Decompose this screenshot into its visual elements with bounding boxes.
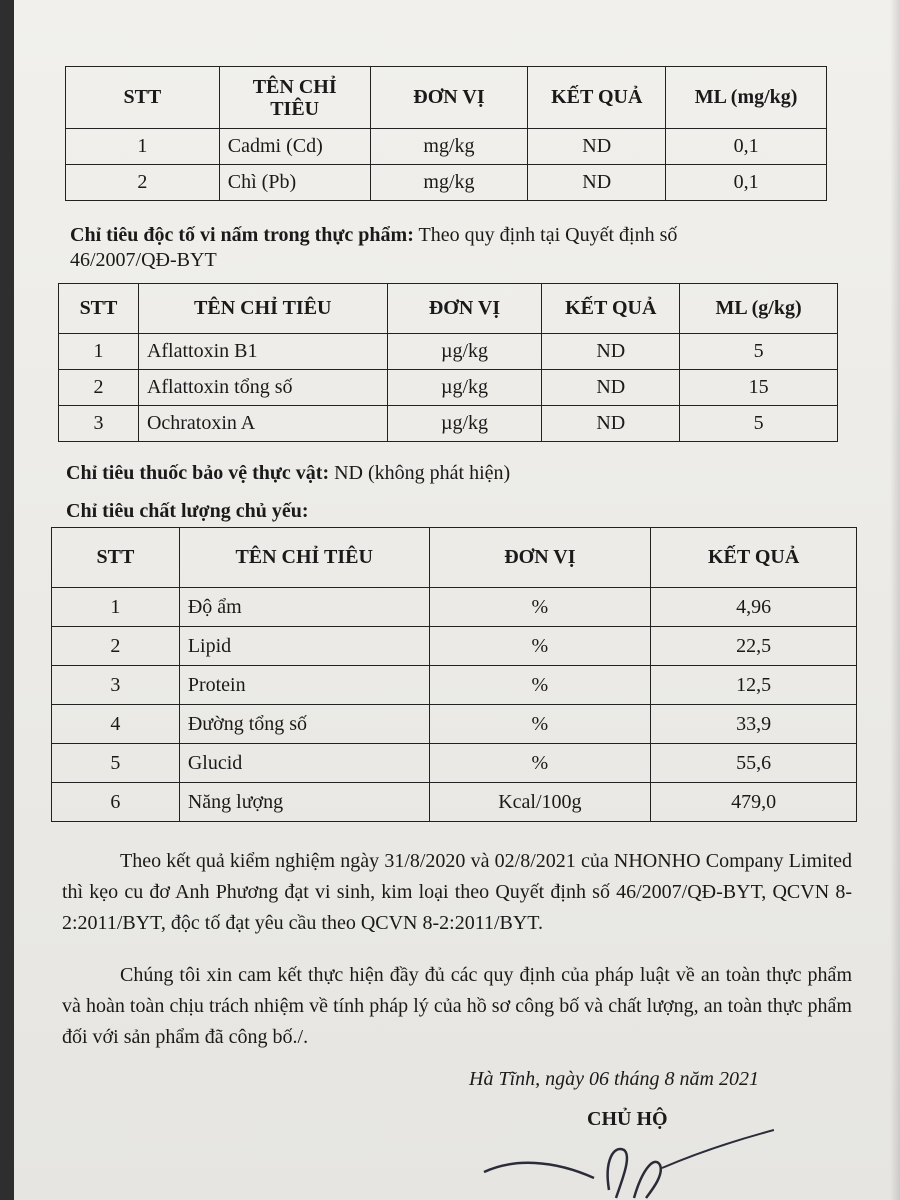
- table-row: 2 Aflattoxin tổng số µg/kg ND 15: [59, 370, 838, 406]
- mycotoxin-reference: 46/2007/QĐ-BYT: [70, 249, 217, 271]
- mycotoxin-table: [58, 283, 838, 442]
- header-result: KẾT QUẢ: [651, 528, 857, 588]
- table-row: 1 Aflattoxin B1 µg/kg ND 5: [59, 334, 838, 370]
- page-edge-shadow: [890, 0, 900, 1200]
- heavy-metals-table: [65, 66, 827, 201]
- table-row: 6 Năng lượng Kcal/100g 479,0: [52, 783, 857, 822]
- quality-table: [51, 527, 857, 822]
- table-row: 1 Cadmi (Cd) mg/kg ND 0,1: [66, 129, 827, 165]
- header-name: TÊN CHỈ TIÊU: [179, 528, 429, 588]
- header-name: TÊN CHỈ TIÊU: [138, 284, 387, 334]
- table-row: 3 Protein % 12,5: [52, 666, 857, 705]
- place-date: Hà Tĩnh, ngày 06 tháng 8 năm 2021: [469, 1068, 759, 1090]
- header-name: TÊN CHỈ TIÊU: [219, 67, 370, 129]
- mycotoxin-text: Theo quy định tại Quyết định số: [418, 224, 678, 246]
- pesticide-heading: [66, 462, 510, 485]
- header-stt: STT: [66, 67, 220, 129]
- signature-image: [474, 1120, 774, 1200]
- header-unit: ĐƠN VỊ: [429, 528, 651, 588]
- header-ml: ML (mg/kg): [666, 67, 827, 129]
- header-stt: STT: [59, 284, 139, 334]
- conclusion-text: [62, 846, 852, 939]
- mycotoxin-label: Chỉ tiêu độc tố vi nấm trong thực phẩm:: [70, 224, 414, 246]
- header-unit: ĐƠN VỊ: [387, 284, 542, 334]
- header-result: KẾT QUẢ: [542, 284, 680, 334]
- table-row: 4 Đường tổng số % 33,9: [52, 705, 857, 744]
- header-ml: ML (g/kg): [680, 284, 838, 334]
- table-row: 1 Độ ẩm % 4,96: [52, 588, 857, 627]
- table-header-row: [52, 528, 857, 588]
- pesticide-text: ND (không phát hiện): [334, 462, 511, 484]
- table-row: 3 Ochratoxin A µg/kg ND 5: [59, 406, 838, 442]
- commitment-text: [62, 960, 852, 1053]
- signer-title: CHỦ HỘ: [587, 1108, 668, 1130]
- document-page: [14, 0, 900, 1200]
- table-row: 5 Glucid % 55,6: [52, 744, 857, 783]
- header-result: KẾT QUẢ: [528, 67, 666, 129]
- pesticide-label: Chỉ tiêu thuốc bảo vệ thực vật:: [66, 462, 330, 484]
- mycotoxin-heading: [70, 224, 677, 247]
- table-header-row: [66, 67, 827, 129]
- table-row: 2 Lipid % 22,5: [52, 627, 857, 666]
- paragraph-test-results: Theo kết quả kiểm nghiệm ngày 31/8/2020 và 02/8/2021 của NHONHO Company Limited thì kẹo cu đơ Anh Phương đạt vi sinh, kim loại theo Quyết định số 46/2007/QĐ-BYT, QCVN 8-2:2011/BYT, độc tố đạt yêu cầu theo QCVN 8-2:2011/BYT.: [62, 850, 852, 934]
- table-row: 2 Chì (Pb) mg/kg ND 0,1: [66, 165, 827, 201]
- paragraph-commitment: Chúng tôi xin cam kết thực hiện đầy đủ các quy định của pháp luật về an toàn thực phẩm và hoàn toàn chịu trách nhiệm về tính pháp lý của hồ sơ công bố và chất lượng, an toàn thực phẩm đối với sản phẩm đã công bố./.: [62, 964, 852, 1048]
- header-unit: ĐƠN VỊ: [370, 67, 528, 129]
- table-header-row: [59, 284, 838, 334]
- quality-heading: Chỉ tiêu chất lượng chủ yếu:: [66, 500, 309, 522]
- header-stt: STT: [52, 528, 180, 588]
